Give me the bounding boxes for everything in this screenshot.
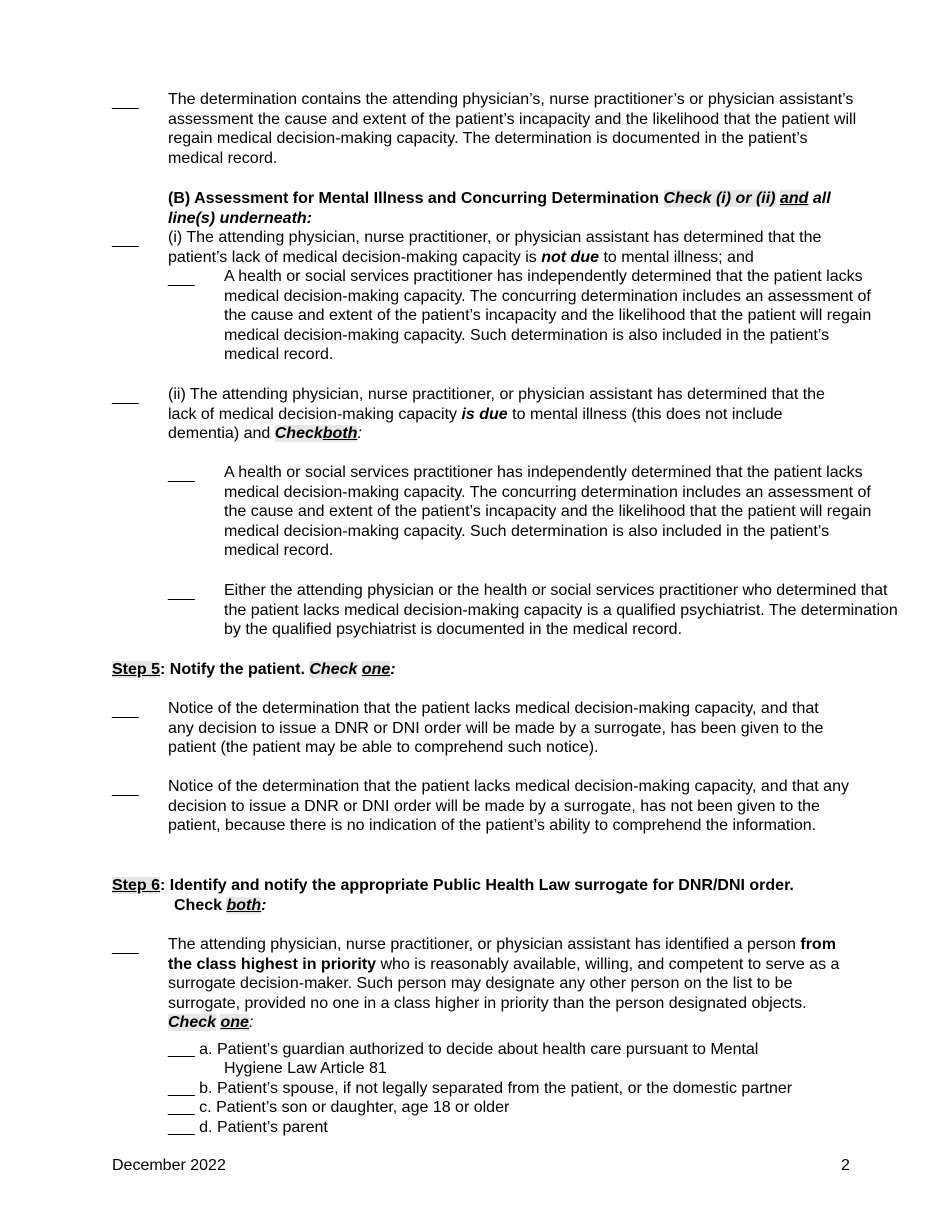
surrogate-option-a bbox=[168, 1040, 758, 1060]
checkbox-blank[interactable]: ___ bbox=[112, 93, 139, 110]
step5-check: Check bbox=[309, 661, 358, 678]
surrogate-option-a-line2: Hygiene Law Article 81 bbox=[224, 1060, 387, 1077]
item-i-emphasis: not due bbox=[541, 248, 599, 266]
step5-option1-text: Notice of the determination that the patient lacks medical decision-making capacity, and that any decision to issue a DNR or DNI order will be made by a surrogate, has been given to the patient (the patient may be able to comprehend such notice). bbox=[168, 700, 824, 757]
step6-heading bbox=[112, 876, 794, 896]
option-letter: b. bbox=[199, 1080, 213, 1097]
item-ii-text-after: to mental illness (this does not include dementia) and bbox=[168, 405, 783, 443]
option-text: Patient’s son or daughter, age 18 or older bbox=[216, 1099, 510, 1116]
item-i-text-after: to mental illness; and bbox=[603, 248, 754, 266]
item-ii-text: (ii) The attending physician, nurse practitioner, or physician assistant has determined that the lack of medical decision-making capacity is due to mental illness (this does not include dementia) and Checkboth: bbox=[168, 386, 825, 443]
checkbox-blank[interactable]: ___ bbox=[168, 1119, 195, 1136]
checkbox-blank[interactable]: ___ bbox=[168, 1099, 195, 1116]
item-ii-check: Check bbox=[274, 425, 323, 443]
section-b-and: and bbox=[779, 190, 809, 207]
checkbox-blank[interactable]: ___ bbox=[168, 584, 195, 601]
step6-both: both bbox=[226, 897, 262, 914]
option-letter: c. bbox=[199, 1099, 212, 1116]
step6-check-line: Check both: bbox=[174, 897, 267, 914]
checkbox-blank[interactable]: ___ bbox=[168, 466, 195, 483]
option-letter: a. bbox=[199, 1041, 213, 1058]
step5-heading: Step 5: Notify the patient. Check one: bbox=[112, 661, 396, 678]
item-ii-both: both bbox=[322, 425, 358, 443]
item-ii-sub1-text: A health or social services practitioner has independently determined that the patient lacks medical decision-making capacity. The concurring determination includes an assessment of the cause and extent of the patient’s incapacity and the likelihood that the patient will regain medical decision-making capacity. Such determination is also included in the patient’s medical record. bbox=[224, 464, 872, 560]
item-ii-sub2-text: Either the attending physician or the health or social services practitioner who determined that the patient lacks medical decision-making capacity is a qualified psychiatrist. The determination by the qualified psychiatrist is documented in the medical record. bbox=[224, 582, 898, 639]
option-text: Patient’s spouse, if not legally separated from the patient, or the domestic partner bbox=[216, 1080, 793, 1097]
item-ii-text-before: (ii) The attending physician, nurse practitioner, or physician assistant has determined that the lack of medical decision-making capacity bbox=[168, 386, 825, 423]
footer-date: December 2022 bbox=[112, 1157, 226, 1174]
step6-one: one bbox=[220, 1014, 249, 1032]
item-ii-emphasis: is due bbox=[461, 405, 508, 423]
option-text: Patient’s guardian authorized to decide about health care pursuant to Mental bbox=[216, 1041, 759, 1058]
step6-paragraph: The attending physician, nurse practitioner, or physician assistant has identified a person from the class highest in priority who is reasonably available, willing, and competent to serve as a surrogate decision-maker. Such person may designate any other person on the list to be surrogate, provided no one in a class higher in priority than the person designated objects. Check one: bbox=[168, 936, 840, 1032]
checkbox-blank[interactable]: ___ bbox=[112, 938, 139, 955]
step6-title: : Identify and notify the appropriate Public Health Law surrogate for DNR/DNI order. bbox=[160, 877, 794, 894]
item-i-sub-text: A health or social services practitioner has independently determined that the patient lacks medical decision-making capacity. The concurring determination includes an assessment of the cause and extent of the patient’s incapacity and the likelihood that the patient will regain medical decision-making capacity. Such determination is also included in the patient’s medical record. bbox=[224, 268, 872, 364]
step6-para-after: who is reasonably available, willing, and competent to serve as a surrogate decision-maker. Such person may designate any other person on the list to be surrogate, provided no one in a class higher in priority than the person designated objects. bbox=[168, 955, 840, 1012]
item-i-text-before: (i) The attending physician, nurse practitioner, or physician assistant has determined that the patient’s lack of medical decision-making capacity is bbox=[168, 229, 822, 266]
surrogate-option-d bbox=[168, 1118, 328, 1138]
step5-one: one bbox=[361, 661, 391, 678]
section-b-heading bbox=[168, 189, 848, 228]
step5-title: : Notify the patient. bbox=[160, 661, 305, 678]
step5-option2-text: Notice of the determination that the patient lacks medical decision-making capacity, and that any decision to issue a DNR or DNI order will be made by a surrogate, has not been given to the patient, because there is no indication of the patient’s ability to comprehend the information. bbox=[168, 778, 849, 835]
checkbox-blank[interactable]: ___ bbox=[168, 270, 195, 287]
step6-label: Step 6 bbox=[112, 877, 161, 894]
step6-para-bold: from the class highest in priority bbox=[168, 936, 836, 973]
option-letter: d. bbox=[199, 1119, 213, 1136]
option-text: Patient’s parent bbox=[216, 1119, 328, 1136]
step6-para-before: The attending physician, nurse practitioner, or physician assistant has identified a person bbox=[168, 936, 796, 953]
intro-paragraph: The determination contains the attending physician’s, nurse practitioner’s or physician assistant’s assessment the cause and extent of the patient’s incapacity and the likelihood that the patient will regain medical decision-making capacity. The determination is documented in the patient’s medical record. bbox=[168, 91, 857, 167]
footer-page-number: 2 bbox=[841, 1157, 850, 1174]
surrogate-option-b bbox=[168, 1079, 792, 1099]
checkbox-blank[interactable]: ___ bbox=[112, 388, 139, 405]
section-b-check-label: Check (i) or (ii) bbox=[663, 190, 776, 207]
checkbox-blank[interactable]: ___ bbox=[112, 231, 139, 248]
section-b-all-lines: all line(s) underneath: bbox=[168, 190, 831, 227]
checkbox-blank[interactable]: ___ bbox=[112, 702, 139, 719]
section-b-title: (B) Assessment for Mental Illness and Concurring Determination bbox=[168, 190, 660, 207]
checkbox-blank[interactable]: ___ bbox=[112, 780, 139, 797]
step6-check: Check bbox=[174, 897, 223, 914]
surrogate-option-c bbox=[168, 1098, 509, 1118]
step6-check-one: Check bbox=[168, 1014, 217, 1032]
checkbox-blank[interactable]: ___ bbox=[168, 1041, 195, 1058]
checkbox-blank[interactable]: ___ bbox=[168, 1080, 195, 1097]
item-i-text bbox=[168, 228, 853, 267]
step5-label: Step 5 bbox=[112, 661, 161, 678]
